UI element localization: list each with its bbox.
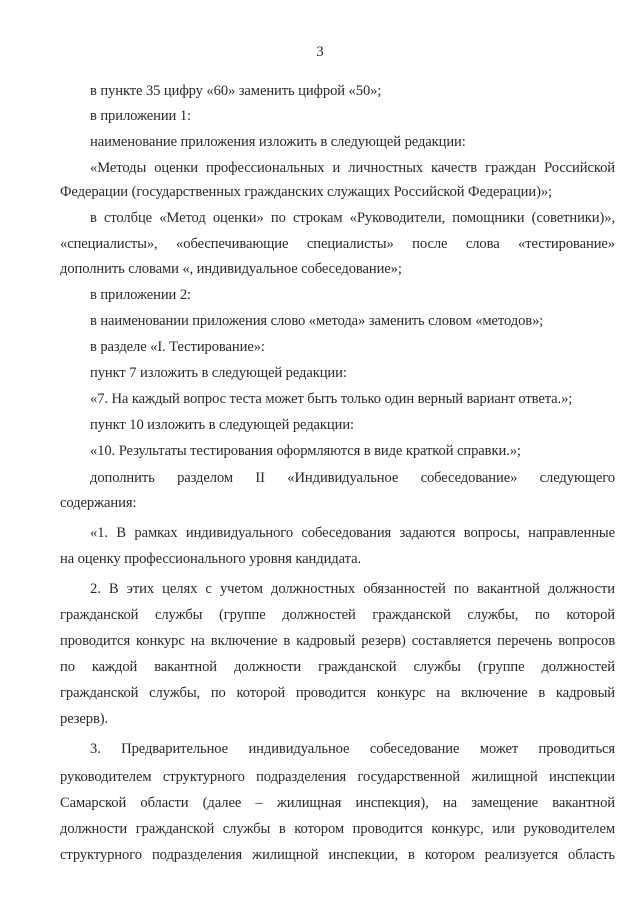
text-line: содержания:	[60, 495, 137, 511]
text-line: 3. Предварительное индивидуальное собеседование может проводиться	[90, 741, 615, 757]
text-line: 2. В этих целях с учетом должностных обязанностей по вакантной должности	[90, 581, 615, 597]
text-line: «специалисты», «обеспечивающие специалисты» после слова «тестирование»	[60, 236, 615, 252]
text-line: по каждой вакантной должности гражданской службы (группе должностей	[60, 659, 615, 675]
text-line: «10. Результаты тестирования оформляются в виде краткой справки.»;	[90, 443, 521, 459]
text-line: «7. На каждый вопрос теста может быть только один верный вариант ответа.»;	[90, 391, 573, 407]
text-line: наименование приложения изложить в следующей редакции:	[90, 134, 466, 150]
text-line: гражданской службы (группе должностей гражданской службы, по которой	[60, 607, 615, 623]
text-line: в наименовании приложения слово «метода» заменить словом «методов»;	[90, 313, 544, 329]
text-line: Самарской области (далее – жилищная инспекция), на замещение вакантной	[60, 795, 615, 811]
text-line: пункт 7 изложить в следующей редакции:	[90, 365, 347, 381]
text-line: гражданской службы, по которой проводится конкурс на включение в кадровый	[60, 685, 615, 701]
text-line: в столбце «Метод оценки» по строкам «Руководители, помощники (советники)»,	[90, 210, 615, 226]
text-line: резерв).	[60, 711, 109, 727]
text-line: дополнить разделом II «Индивидуальное собеседование» следующего	[90, 470, 615, 486]
text-line: в приложении 1:	[90, 108, 191, 124]
text-line: руководителем структурного подразделения государственной жилищной инспекции	[60, 769, 615, 785]
text-line: пункт 10 изложить в следующей редакции:	[90, 417, 354, 433]
text-line: Федерации (государственных гражданских служащих Российской Федерации)»;	[60, 184, 552, 200]
text-line: должности гражданской службы в котором проводится конкурс, или руководителем	[60, 821, 615, 837]
text-line: дополнить словами «, индивидуальное собеседование»;	[60, 261, 402, 277]
page-number: 3	[316, 44, 324, 60]
text-line: в приложении 2:	[90, 287, 191, 303]
text-line: «Методы оценки профессиональных и личностных качеств граждан Российской	[90, 160, 615, 176]
text-line: «1. В рамках индивидуального собеседования задаются вопросы, направленные	[90, 525, 615, 541]
text-line: структурного подразделения жилищной инспекции, в котором реализуется область	[60, 847, 615, 863]
text-line: на оценку профессионального уровня кандидата.	[60, 551, 361, 567]
text-line: в пункте 35 цифру «60» заменить цифрой «50»;	[90, 83, 382, 99]
text-line: в разделе «I. Тестирование»:	[90, 339, 265, 355]
text-line: проводится конкурс на включение в кадровый резерв) составляется перечень вопросов	[60, 633, 615, 649]
